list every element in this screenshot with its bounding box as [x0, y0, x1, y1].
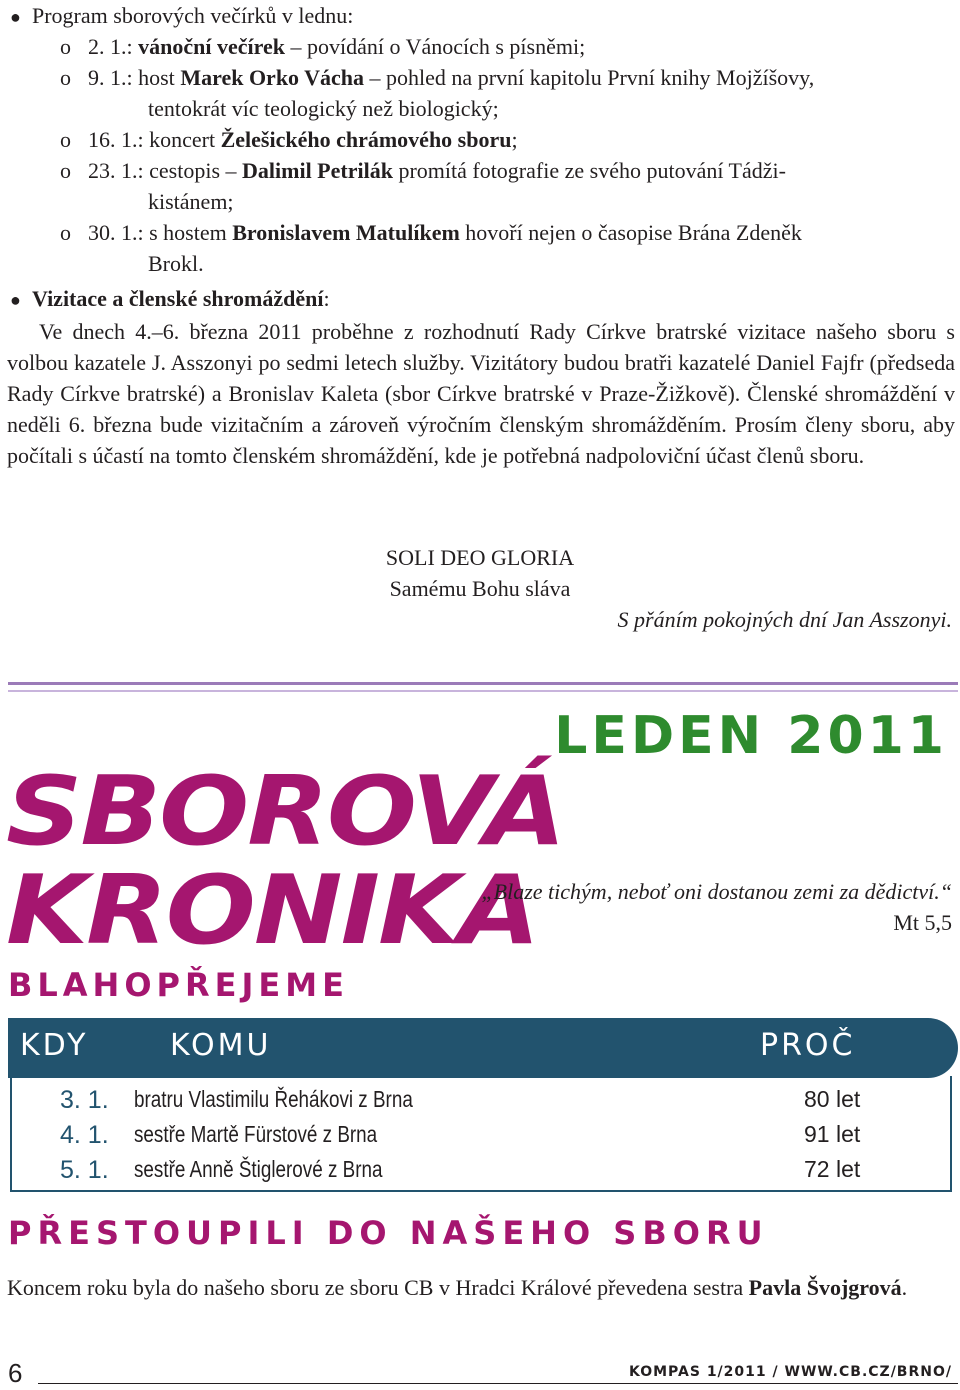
footer-divider [38, 1383, 958, 1384]
program-item-3: o 16. 1.: koncert Želešického chrámového sboru; [60, 127, 518, 152]
table-header-bar [8, 1018, 958, 1078]
divider [8, 682, 958, 685]
column-kdy: KDY [20, 1028, 89, 1063]
vizitace-paragraph: Ve dnech 4.–6. března 2011 proběhne z rozhodnutí Rady Církve bratrské vizitace našeho sboru s volbou kazatele J. Asszonyi po sedmi letech služby. Vizitátory budou bratři kazatelé Daniel Fajfr (předseda Rady Církve bratrské) a Bronislav Kaleta (sbor Církve bratrské v Praze-Žižkově). Členské shromáždění v neděli 6. března bude vizitačním a zároveň výročním členským shromážděním. Prosím členy sboru, aby počítali s účastí na tomto členském shromáždění, kde je potřebná nadpoloviční účast členů sboru. [7, 319, 955, 468]
column-proc: PROČ [760, 1028, 856, 1063]
bullet-icon: ● [10, 290, 21, 310]
vizitace-title: ● Vizitace a členské shromáždění: [10, 283, 330, 316]
footer-text: KOMPAS 1/2011 / WWW.CB.CZ/BRNO/ [629, 1364, 952, 1380]
page-number: 6 [8, 1358, 23, 1388]
table-row: 4. 1. sestře Martě Fürstové z Brna 91 let [60, 1121, 861, 1149]
kronika-title: SBOROVÁ KRONIKA [6, 755, 565, 966]
program-item-5: o 30. 1.: s hostem Bronislavem Matulíkem hovoří nejen o časopise Brána Zdeněk [60, 220, 802, 245]
signature: S přáním pokojných dní Jan Asszonyi. [617, 607, 952, 632]
program-item-5-cont: Brokl. [148, 251, 204, 276]
bullet-icon: ● [10, 7, 21, 27]
prestoupili-paragraph: Koncem roku byla do našeho sboru ze sboru CB v Hradci Králové převedena sestra Pavla Švojgrová. [7, 1275, 908, 1300]
quote: „Blaze tichým, neboť oni dostanou zemi za dědictví.“ [481, 879, 952, 904]
blahoprejeme-heading: BLAHOPŘEJEME [8, 966, 349, 1004]
kronika-title-wrap [6, 755, 960, 982]
column-komu: KOMU [170, 1028, 272, 1063]
program-item-4: o 23. 1.: cestopis – Dalimil Petrilák promítá fotografie ze svého putování Tádži- [60, 158, 786, 183]
soli-deo-gloria: SOLI DEO GLORIA [385, 545, 575, 570]
program-title: ● Program sborových večírků v lednu: [10, 0, 353, 33]
prestoupili-heading: PŘESTOUPILI DO NAŠEHO SBORU [8, 1214, 769, 1252]
birthday-table [10, 1076, 952, 1192]
program-item-2: o 9. 1.: host Marek Orko Vácha – pohled na první kapitolu První knihy Mojžíšovy, [60, 65, 815, 90]
quote-reference: Mt 5,5 [893, 910, 952, 935]
divider [8, 690, 958, 692]
table-row: 3. 1. bratru Vlastimilu Řehákovi z Brna 80 let [60, 1086, 861, 1114]
table-row: 5. 1. sestře Anně Štiglerové z Brna 72 let [60, 1156, 861, 1184]
samemu-bohu-slava: Samému Bohu sláva [389, 576, 571, 601]
program-item-2-cont: tentokrát víc teologický než biologický; [148, 96, 499, 121]
month-heading: LEDEN 2011 [554, 706, 948, 766]
program-item-1: o 2. 1.: vánoční večírek – povídání o Vánocích s písněmi; [60, 34, 586, 59]
program-item-4-cont: kistánem; [148, 189, 234, 214]
